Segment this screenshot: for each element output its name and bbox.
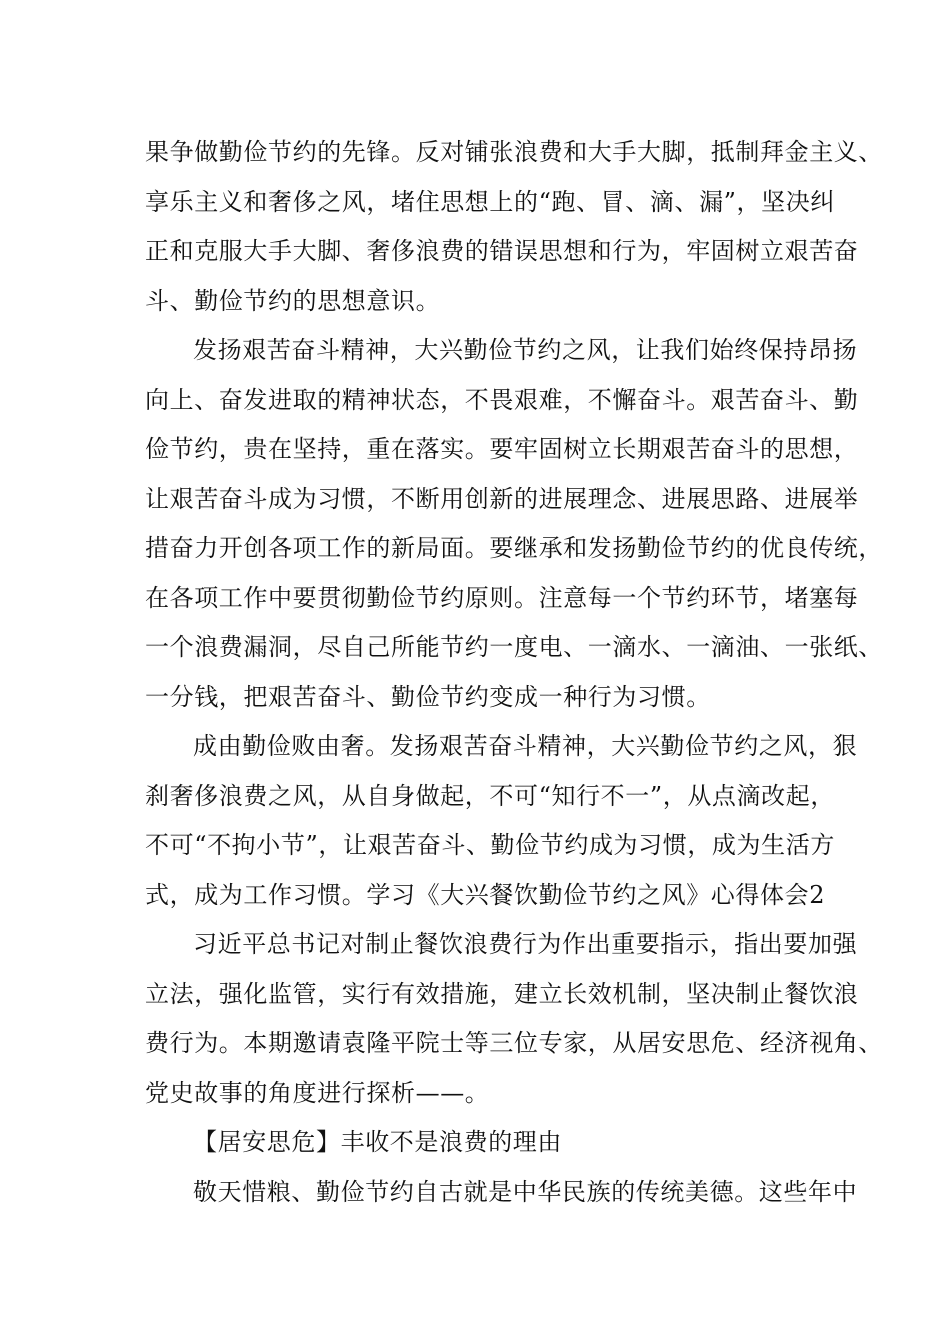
text-line: 斗、勤俭节约的思想意识。 [145,286,441,315]
text-line: 一分钱，把艰苦奋斗、勤俭节约变成一种行为习惯。 [145,682,711,711]
text-line: 刹奢侈浪费之风，从自身做起，不可“知行不一”，从点滴改起， [145,781,835,810]
text-line: 让艰苦奋斗成为习惯，不断用创新的进展理念、进展思路、进展举 [145,484,859,513]
text-line: 向上、奋发进取的精神状态，不畏艰难，不懈奋斗。艰苦奋斗、勤 [145,385,859,414]
text-line: 享乐主义和奢侈之风，堵住思想上的“跑、冒、滴、漏”，坚决纠 [145,187,835,216]
text-line: 式，成为工作习惯。学习《大兴餐饮勤俭节约之风》心得体会2 [145,880,826,909]
text-line: 在各项工作中要贯彻勤俭节约原则。注意每一个节约环节，堵塞每 [145,583,859,612]
paragraph-start-line: 发扬艰苦奋斗精神，大兴勤俭节约之风，让我们始终保持昂扬 [193,336,858,364]
text-line: 果争做勤俭节约的先锋。反对铺张浪费和大手大脚，抵制拜金主义、 [145,138,883,166]
section-heading: 【居安思危】丰收不是浪费的理由 [193,1128,562,1156]
text-line: 不可“不拘小节”，让艰苦奋斗、勤俭节约成为习惯，成为生活方 [145,831,835,859]
body-text [145,128,883,1217]
text-line: 正和克服大手大脚、奢侈浪费的错误思想和行为，牢固树立艰苦奋 [145,237,859,265]
paragraph-start-line: 成由勤俭败由奢。发扬艰苦奋斗精神，大兴勤俭节约之风，狠 [193,732,858,760]
text-line: 立法，强化监管，实行有效措施，建立长效机制，坚决制止餐饮浪 [145,979,859,1008]
text-line: 措奋力开创各项工作的新局面。要继承和发扬勤俭节约的优良传统， [145,534,883,562]
text-line: 费行为。本期邀请袁隆平院士等三位专家，从居安思危、经济视角、 [145,1029,883,1057]
text-line: 一个浪费漏洞，尽自己所能节约一度电、一滴水、一滴油、一张纸、 [145,633,883,661]
paragraph-start-line: 习近平总书记对制止餐饮浪费行为作出重要指示，指出要加强 [193,930,858,958]
paragraph-start-line: 敬天惜粮、勤俭节约自古就是中华民族的传统美德。这些年中 [193,1177,858,1206]
text-line: 俭节约，贵在坚持，重在落实。要牢固树立长期艰苦奋斗的思想， [145,435,859,463]
text-line: 党史故事的角度进行探析——。 [145,1078,490,1107]
